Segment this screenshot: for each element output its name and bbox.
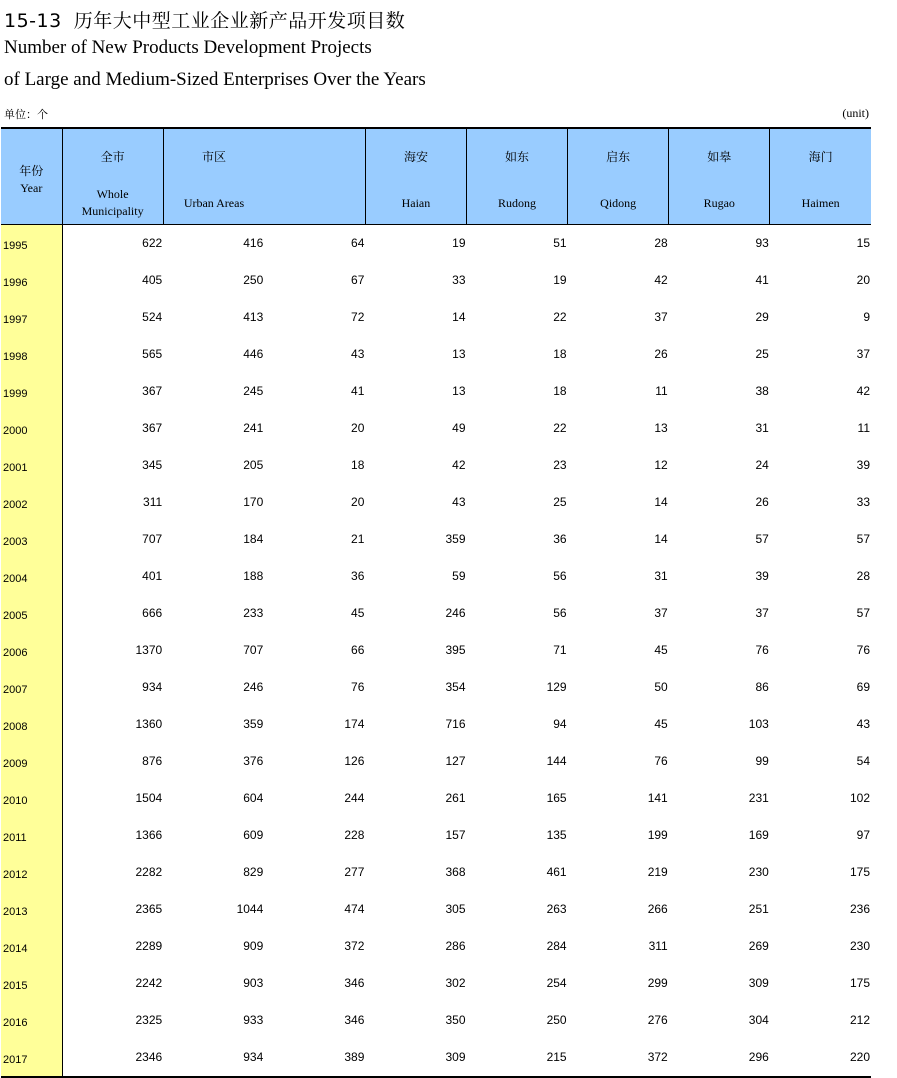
table-cell: 18 [553,383,567,398]
table-cell: 350 [445,1012,466,1027]
table-cell: 666 [142,605,163,620]
table-cell: 37 [654,309,668,324]
table-cell: 1370 [135,642,163,657]
table-cell: 933 [243,1012,264,1027]
table-cell: 37 [755,605,769,620]
table-cell: 26 [755,494,769,509]
table-cell: 395 [445,642,466,657]
table-cell: 21 [351,531,365,546]
table-cell: 64 [351,235,365,250]
table-cell: 57 [856,605,870,620]
row-year: 2001 [1,447,62,484]
table-cell: 22 [553,420,567,435]
table-cell: 609 [243,827,264,842]
table-row [1,1002,871,1039]
table-cell: 230 [849,938,870,953]
header-haimen-en: Haimen [801,196,840,210]
table-cell: 170 [243,494,264,509]
table-cell: 45 [654,716,668,731]
table-cell: 250 [243,272,264,287]
table-cell: 304 [748,1012,769,1027]
table-cell: 367 [142,420,163,435]
table-cell: 42 [856,383,870,398]
table-cell: 389 [264,1039,365,1077]
row-year: 1999 [1,373,62,410]
table-cell: 305 [445,901,466,916]
table-cell: 13 [654,420,668,435]
table-cell: 67 [351,272,365,287]
table-cell: 345 [142,457,163,472]
header-qidong-en: Qidong [600,196,637,210]
table-cell: 359 [243,716,264,731]
table-cell: 11 [655,383,668,398]
row-year: 2008 [1,706,62,743]
table-cell: 286 [445,938,466,953]
header-qidong [568,128,669,225]
table-cell: 135 [546,827,567,842]
table-cell: 19 [553,272,567,287]
table-cell: 876 [142,753,163,768]
table-cell: 524 [142,309,163,324]
table-cell: 14 [452,309,466,324]
table-cell: 461 [546,864,567,879]
table-cell: 14 [654,531,668,546]
header-rugao-cn: 如皋 [707,150,732,164]
row-year: 2010 [1,780,62,817]
table-cell: 251 [748,901,769,916]
table-cell: 1366 [135,827,163,842]
table-row [1,410,871,447]
table-cell: 45 [654,642,668,657]
table-cell: 269 [748,938,769,953]
table-cell: 41 [351,383,365,398]
table-cell: 302 [445,975,466,990]
table-row [1,299,871,336]
table-cell: 50 [654,679,668,694]
table-cell: 205 [243,457,264,472]
table-row [1,780,871,817]
table-row [1,669,871,706]
table-cell: 41 [755,272,769,287]
table-row [1,447,871,484]
data-table-container [1,127,871,1078]
header-whole-cn: 全市 [100,150,125,164]
table-cell: 39 [856,457,870,472]
table-cell: 175 [849,975,870,990]
table-cell: 54 [856,753,870,768]
title-en-line1: Number of New Products Development Projects [4,37,372,58]
row-year: 2000 [1,410,62,447]
table-row [1,225,871,263]
table-cell: 33 [452,272,466,287]
table-cell: 76 [351,679,365,694]
row-year: 2013 [1,891,62,928]
table-cell: 707 [243,642,264,657]
header-rudong [467,128,568,225]
table-cell: 15 [856,235,870,250]
row-year: 2017 [1,1039,62,1077]
table-cell: 76 [755,642,769,657]
table-cell: 346 [344,1012,365,1027]
table-cell: 20 [856,272,870,287]
table-cell: 230 [748,864,769,879]
table-row [1,336,871,373]
table-cell: 246 [243,679,264,694]
table-cell: 565 [142,346,163,361]
row-year: 2015 [1,965,62,1002]
table-cell: 199 [647,827,668,842]
table-cell: 413 [243,309,264,324]
table-cell: 903 [243,975,264,990]
table-row [1,928,871,965]
table-row [1,965,871,1002]
title-cn-text: 历年大中型工业企业新产品开发项目数 [73,10,406,32]
table-cell: 37 [856,346,870,361]
table-cell: 31 [654,568,668,583]
table-cell: 59 [452,568,466,583]
data-table [1,127,871,1078]
table-cell: 71 [553,642,567,657]
table-cell: 25 [553,494,567,509]
table-cell: 401 [142,568,163,583]
table-cell: 33 [856,494,870,509]
header-tongzhou-spacer [264,128,365,225]
table-cell: 376 [243,753,264,768]
table-cell: 245 [243,383,264,398]
table-header [1,128,871,225]
table-cell: 25 [755,346,769,361]
table-cell: 405 [142,272,163,287]
table-cell: 144 [546,753,567,768]
header-rudong-cn: 如东 [505,150,530,164]
header-year-en: Year [20,181,43,195]
header-whole-en2: Municipality [81,204,144,218]
table-row [1,817,871,854]
header-whole [62,128,163,225]
table-cell: 22 [553,309,567,324]
title-en-line2: of Large and Medium-Sized Enterprises Over the Years [4,69,426,90]
header-haimen [770,128,871,225]
table-cell: 39 [755,568,769,583]
row-year: 2006 [1,632,62,669]
table-cell: 18 [553,346,567,361]
row-year: 1998 [1,336,62,373]
table-cell: 184 [243,531,264,546]
table-row [1,262,871,299]
table-cell: 604 [243,790,264,805]
table-cell: 1504 [135,790,163,805]
table-cell: 215 [467,1039,568,1077]
table-cell: 37 [654,605,668,620]
table-cell: 56 [553,605,567,620]
header-urban [163,128,264,225]
table-cell: 51 [553,235,567,250]
table-cell: 416 [243,235,264,250]
table-cell: 311 [648,938,668,953]
table-cell: 263 [546,901,567,916]
table-cell: 93 [755,235,769,250]
table-cell: 19 [452,235,466,250]
header-qidong-cn: 启东 [606,150,631,164]
table-row [1,373,871,410]
table-cell: 28 [856,568,870,583]
table-cell: 42 [654,272,668,287]
table-cell: 212 [849,1012,870,1027]
table-cell: 66 [351,642,365,657]
header-year-cn: 年份 [19,164,44,178]
table-cell: 29 [755,309,769,324]
header-haian-cn: 海安 [403,150,428,164]
table-cell: 38 [755,383,769,398]
table-cell: 175 [849,864,870,879]
table-cell: 1360 [135,716,163,731]
table-cell: 102 [849,790,870,805]
table-cell: 909 [243,938,264,953]
table-cell: 372 [568,1039,669,1077]
table-cell: 474 [344,901,365,916]
table-cell: 76 [856,642,870,657]
table-cell: 43 [856,716,870,731]
table-cell: 45 [351,605,365,620]
table-cell: 296 [669,1039,770,1077]
table-row [1,1039,871,1077]
table-cell: 9 [863,309,870,324]
unit-label-en: (unit) [842,106,869,120]
row-year: 2002 [1,484,62,521]
table-body [1,225,871,1078]
header-urban-cn: 市区 [201,150,226,164]
table-cell: 127 [445,753,466,768]
table-row [1,595,871,632]
table-cell: 368 [445,864,466,879]
table-cell: 57 [755,531,769,546]
table-cell: 716 [445,716,466,731]
table-cell: 246 [445,605,466,620]
table-cell: 367 [142,383,163,398]
table-cell: 2282 [135,864,163,879]
table-cell: 707 [142,531,163,546]
table-cell: 277 [344,864,365,879]
table-cell: 236 [849,901,870,916]
header-haian-en: Haian [401,196,431,210]
table-cell: 57 [856,531,870,546]
table-cell: 72 [351,309,365,324]
row-year: 2007 [1,669,62,706]
table-cell: 829 [243,864,264,879]
table-cell: 934 [163,1039,264,1077]
table-cell: 266 [647,901,668,916]
table-cell: 2242 [135,975,163,990]
table-row [1,891,871,928]
header-year [1,128,62,225]
row-year: 1997 [1,299,62,336]
table-cell: 11 [857,420,870,435]
table-number: 15-13 [4,10,62,32]
table-cell: 299 [647,975,668,990]
table-cell: 56 [553,568,567,583]
table-cell: 99 [755,753,769,768]
row-year: 2012 [1,854,62,891]
table-cell: 97 [856,827,870,842]
table-cell: 309 [748,975,769,990]
table-cell: 157 [445,827,466,842]
row-year: 2016 [1,1002,62,1039]
table-cell: 20 [351,420,365,435]
table-cell: 43 [351,346,365,361]
header-rugao-en: Rugao [703,196,735,210]
unit-label-cn: 单位：个 [4,108,48,121]
row-year: 2014 [1,928,62,965]
header-rudong-en: Rudong [498,196,537,210]
header-haian [365,128,466,225]
table-title-cn [4,6,405,33]
table-cell: 346 [344,975,365,990]
header-haimen-cn: 海门 [808,150,833,164]
table-cell: 23 [553,457,567,472]
table-cell: 28 [654,235,668,250]
table-cell: 26 [654,346,668,361]
table-cell: 36 [553,531,567,546]
row-year: 2003 [1,521,62,558]
header-whole-en [63,186,163,220]
table-cell: 42 [452,457,466,472]
table-cell: 24 [755,457,769,472]
table-row [1,706,871,743]
table-cell: 94 [553,716,567,731]
row-year: 2011 [1,817,62,854]
table-cell: 934 [142,679,163,694]
table-row [1,521,871,558]
table-cell: 250 [546,1012,567,1027]
table-cell: 86 [755,679,769,694]
table-cell: 2325 [135,1012,163,1027]
table-cell: 309 [365,1039,466,1077]
table-cell: 284 [546,938,567,953]
table-cell: 165 [546,790,567,805]
table-cell: 31 [755,420,769,435]
header-urban-en: Urban Areas [183,196,245,210]
table-cell: 49 [452,420,466,435]
table-cell: 311 [143,494,163,509]
header-whole-en1: Whole [96,187,129,201]
table-cell: 372 [344,938,365,953]
table-cell: 261 [445,790,466,805]
table-row [1,632,871,669]
table-cell: 36 [351,568,365,583]
table-cell: 69 [856,679,870,694]
table-cell: 13 [452,346,466,361]
row-year: 2005 [1,595,62,632]
table-cell: 231 [748,790,769,805]
table-cell: 233 [243,605,264,620]
table-cell: 2365 [135,901,163,916]
table-cell: 228 [344,827,365,842]
table-cell: 174 [344,716,365,731]
row-year: 1995 [1,225,62,263]
table-cell: 354 [445,679,466,694]
header-rugao [669,128,770,225]
table-cell: 126 [344,753,365,768]
table-cell: 129 [546,679,567,694]
table-cell: 13 [452,383,466,398]
table-row [1,484,871,521]
table-cell: 169 [748,827,769,842]
table-row [1,854,871,891]
table-cell: 276 [647,1012,668,1027]
table-cell: 622 [142,235,163,250]
table-cell: 141 [647,790,668,805]
table-cell: 20 [351,494,365,509]
row-year: 2004 [1,558,62,595]
table-cell: 14 [654,494,668,509]
table-cell: 1044 [236,901,264,916]
row-year: 1996 [1,262,62,299]
table-cell: 43 [452,494,466,509]
table-cell: 76 [654,753,668,768]
table-cell: 18 [351,457,365,472]
table-cell: 103 [748,716,769,731]
table-cell: 446 [243,346,264,361]
table-row [1,558,871,595]
table-cell: 241 [243,420,264,435]
table-cell: 244 [344,790,365,805]
table-cell: 254 [546,975,567,990]
table-cell: 219 [647,864,668,879]
table-row [1,743,871,780]
table-cell: 220 [770,1039,871,1077]
table-cell: 188 [243,568,264,583]
table-cell: 2289 [135,938,163,953]
row-year: 2009 [1,743,62,780]
table-cell: 359 [445,531,466,546]
table-cell: 12 [654,457,668,472]
table-cell: 2346 [62,1039,163,1077]
